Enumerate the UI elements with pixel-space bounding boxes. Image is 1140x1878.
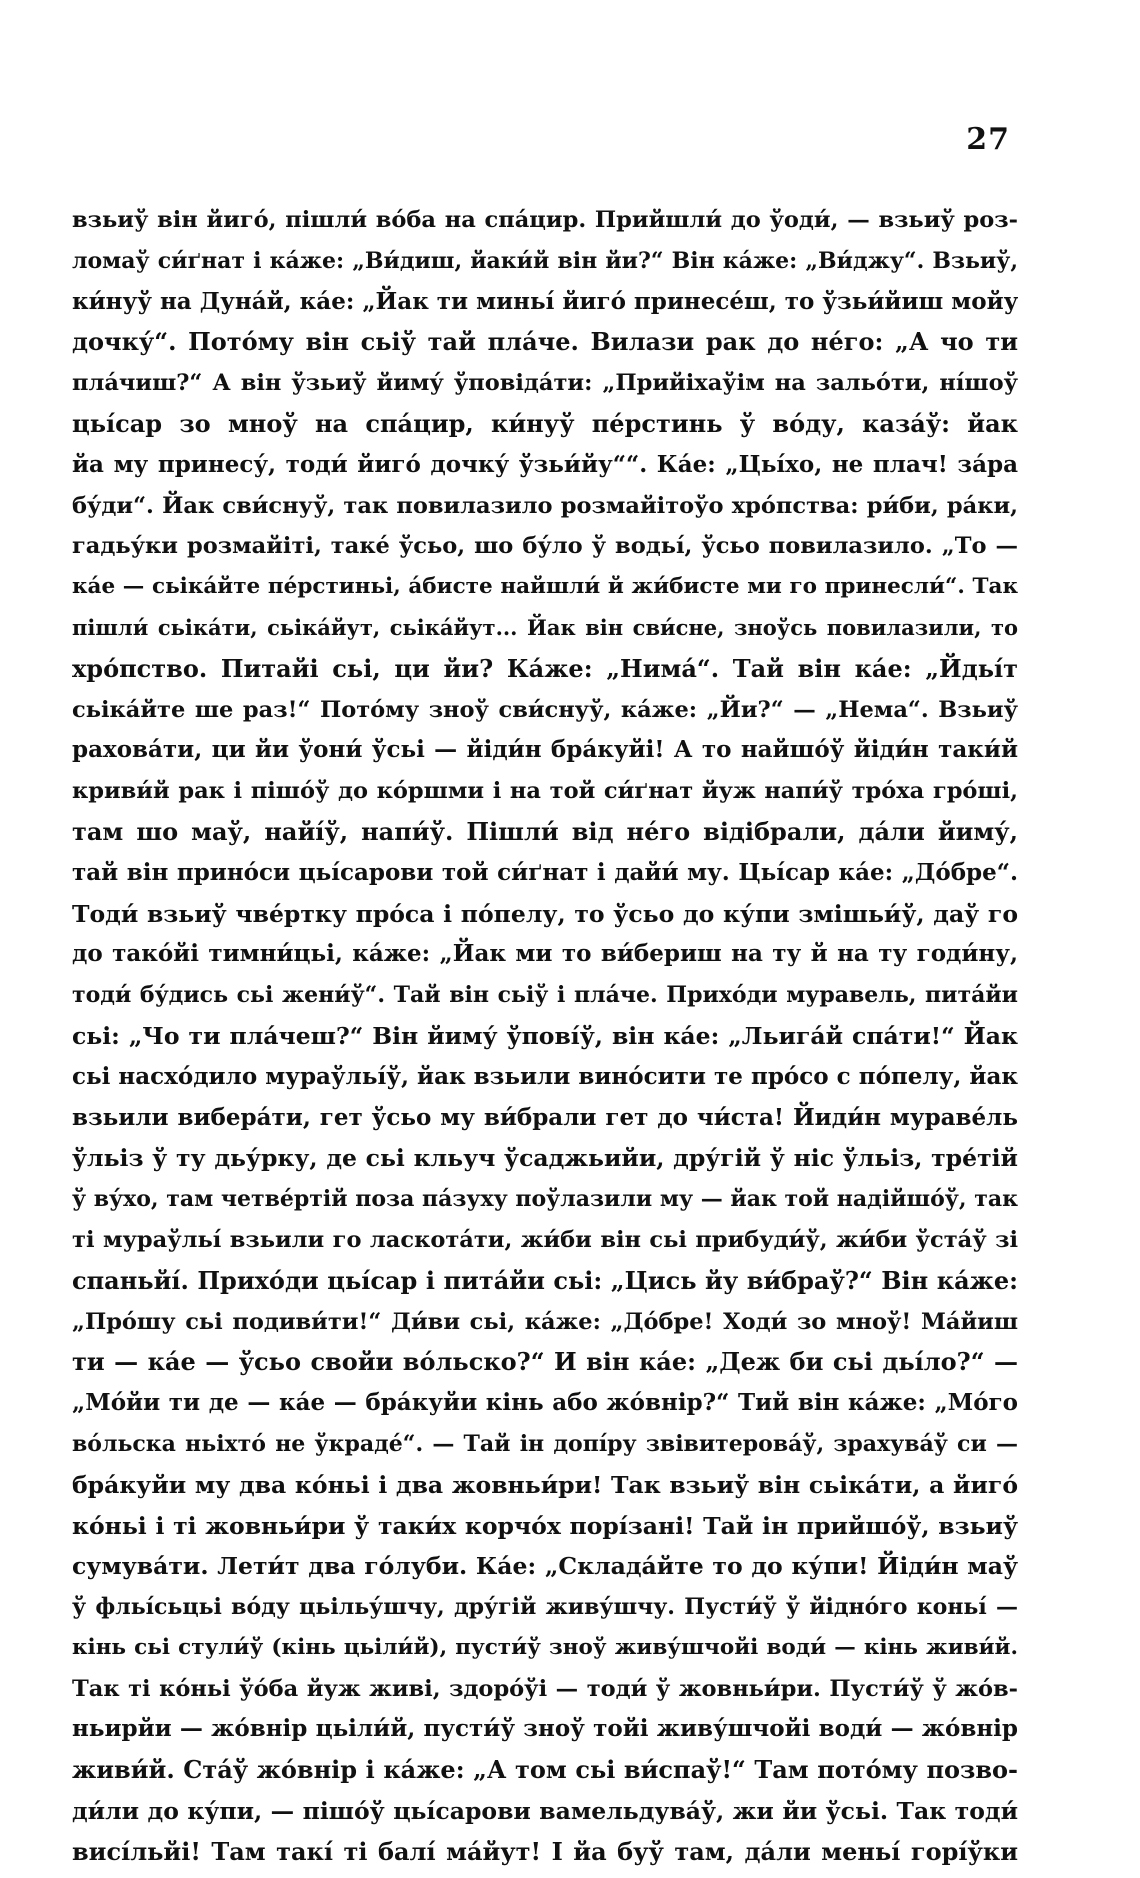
text-line: ти — ка́е — ўсьо свойи во́льско?“ И він ка́е: „Деж би сьі дьі́ло?“ — [72,1347,1018,1377]
text-line: тай він прино́си цьі́сарови той си́ґнат і дайи́ му. Цьі́сар ка́е: „До́бре“. [72,858,1018,886]
text-line: ко́ньі і ті жовньи́ри ў таки́х корчо́х порі́зані! Тай ін прийшо́ў, взьиў [72,1511,1018,1540]
text-line: кінь сьі стули́ў (кінь цьіли́й), пусти́ў зноў живу́шчойі води́ — кінь живи́й. [72,1634,1018,1660]
text-line: криви́й рак і пішо́ў до ко́ршми і на той си́ґнат йуж напи́ў тро́ха гро́ші, [72,778,1018,805]
text-line: сумува́ти. Лети́т два го́луби. Ка́е: „Склада́йте то до ку́пи! Йіди́н маў [72,1552,1018,1581]
text-line: взьили вибера́ти, гет ўсьо му ви́брали гет до чи́ста! Йиди́н мураве́ль [72,1103,1018,1131]
text-line: сьіка́йте ше раз!“ Пото́му зноў сви́снуў, ка́же: „Йи?“ — „Нема“. Взьиў [72,696,1018,723]
text-line: ка́е — сьіка́йте пе́рстиньі, а́бисте найшли́ й жи́бисте ми го принесли́“. Так [72,574,1018,600]
text-line: живи́й. Ста́ў жо́внір і ка́же: „А том сьі ви́спаў!“ Там пото́му позво- [72,1755,1018,1785]
text-line: пла́чиш?“ А він ўзьиў йиму́ ўповіда́ти: „Прийіхаўім на зальо́ти, ні́шоў [72,370,1018,397]
text-line: гадьу́ки розмайіті, таке́ ўсьо, шо бу́ло ў водьі́, ўсьо повилазило. „То — [72,533,1018,560]
text-line: ў ву́хо, там четве́ртій поза па́зуху поўлазили му — йак той надійшо́ў, так [72,1186,1018,1213]
text-line: йа му принесу́, тоди́ йиго́ дочку́ ўзьи́йу““. Ка́е: „Цьі́хо, не плач! за́ра [72,450,1018,478]
text-line: сьі насхо́дило мураўльі́ў, йак взьили вино́сити те про́со с по́пелу, йак [72,1062,1018,1090]
text-line: ў фльі́сьцьі во́ду цьільу́шчу, дру́гій живу́шчу. Пусти́ў ў йідно́го коньі́ — [72,1594,1018,1621]
text-line: до тако́йі тимни́цьі, ка́же: „Йак ми то ви́бериш на ту й на ту годи́ну, [72,940,1018,968]
text-line: спаньйі́. Прихо́ди цьі́сар і пита́йи сьі: „Цись йу ви́браў?“ Він ка́же: [72,1265,1018,1295]
text-line: ньирйи — жо́внір цьіли́й, пусти́ў зноў тойі живу́шчойі води́ — жо́внір [72,1715,1018,1743]
text-line: Тоди́ взьиў чве́ртку про́са і по́пелу, то ўсьо до ку́пи змішьи́ў, даў го [72,899,1018,928]
text-line: пішли́ сьіка́ти, сьіка́йут, сьіка́йут... Йак він сви́сне, зноўсь повилазили, то [72,614,1018,640]
text-line: цьі́сар зо мноў на спа́цир, ки́нуў пе́рстинь ў во́ду, каза́ў: йак [72,408,1018,438]
text-line: „Мо́йи ти де — ка́е — бра́куйи кінь або жо́внір?“ Тий він ка́же: „Мо́го [72,1389,1018,1417]
text-line: взьиў він йиго́, пішли́ во́ба на спа́цир. Прийшли́ до ўоди́, — взьиў роз- [72,207,1018,233]
text-line: там шо маў, найі́ў, напи́ў. Пішли́ від не́го відібрали, да́ли йиму́, [72,816,1018,846]
text-line: „Про́шу сьі подиви́ти!“ Ди́ви сьі, ка́же: „До́бре! Ходи́ зо мноў! Ма́йиш [72,1308,1018,1335]
text-line: ломаў си́ґнат і ка́же: „Ви́диш, йаки́й він йи?“ Він ка́же: „Ви́джу“. Взьиў, [72,247,1018,274]
text-line: тоди́ бу́дись сьі жени́ў“. Тай він сьіў і пла́че. Прихо́ди муравель, пита́йи [72,982,1018,1009]
text-line: ки́нуў на Дуна́й, ка́е: „Йак ти миньі́ йиго́ принесе́ш, то ўзьи́йиш мойу [72,287,1018,315]
text-line: хро́пство. Питайі сьі, ци йи? Ка́же: „Нима́“. Тай він ка́е: „Йдьі́т [72,653,1018,683]
text-line: ди́ли до ку́пи, — пішо́ў цьі́сарови вамельдува́ў, жи йи ўсьі. Так тоди́ [72,1797,1018,1826]
text-line: висі́льйі! Там такі́ ті балі́ ма́йут! І йа буў там, да́ли меньі́ горі́ўки [72,1836,1018,1866]
text-line: сьі: „Чо ти пла́чеш?“ Він йиму́ ўпові́ў, він ка́е: „Льига́й спа́ти!“ Йак [72,1021,1018,1050]
text-line: рахова́ти, ци йи ўони́ ўсьі — йіди́н бра́куйі! А то найшо́ў йіди́н таки́й [72,736,1018,764]
text-line: ўльіз ў ту дьу́рку, де сьі кльуч ўсаджьийи, дру́гій ў ніс ўльіз, тре́тій [72,1144,1018,1173]
page-number: 27 [966,122,1010,157]
text-line: ті мураўльі́ взьили го ласкота́ти, жи́би він сьі прибуди́ў, жи́би ўста́ў зі [72,1226,1018,1253]
text-line: бу́ди“. Йак сви́снуў, так повилазило розмайітоўо хро́пства: ри́би, ра́ки, [72,492,1018,519]
text-line: Так ті ко́ньі ўо́ба йуж живі, здоро́ўі — тоди́ ў жовньи́ри. Пусти́ў ў жо́в- [72,1675,1018,1702]
body-text [72,200,1018,1873]
text-line: во́льска ньіхто́ не ўкраде́“. — Тай ін допі́ру звівитерова́ў, зрахува́ў си — [72,1430,1018,1457]
text-line: бра́куйи му два ко́ньі і два жовньи́ри! Так взьиў він сьіка́ти, а йиго́ [72,1470,1018,1499]
text-line: дочку́“. Пото́му він сьіў тай пла́че. Вилази рак до не́го: „А чо ти [72,327,1018,357]
